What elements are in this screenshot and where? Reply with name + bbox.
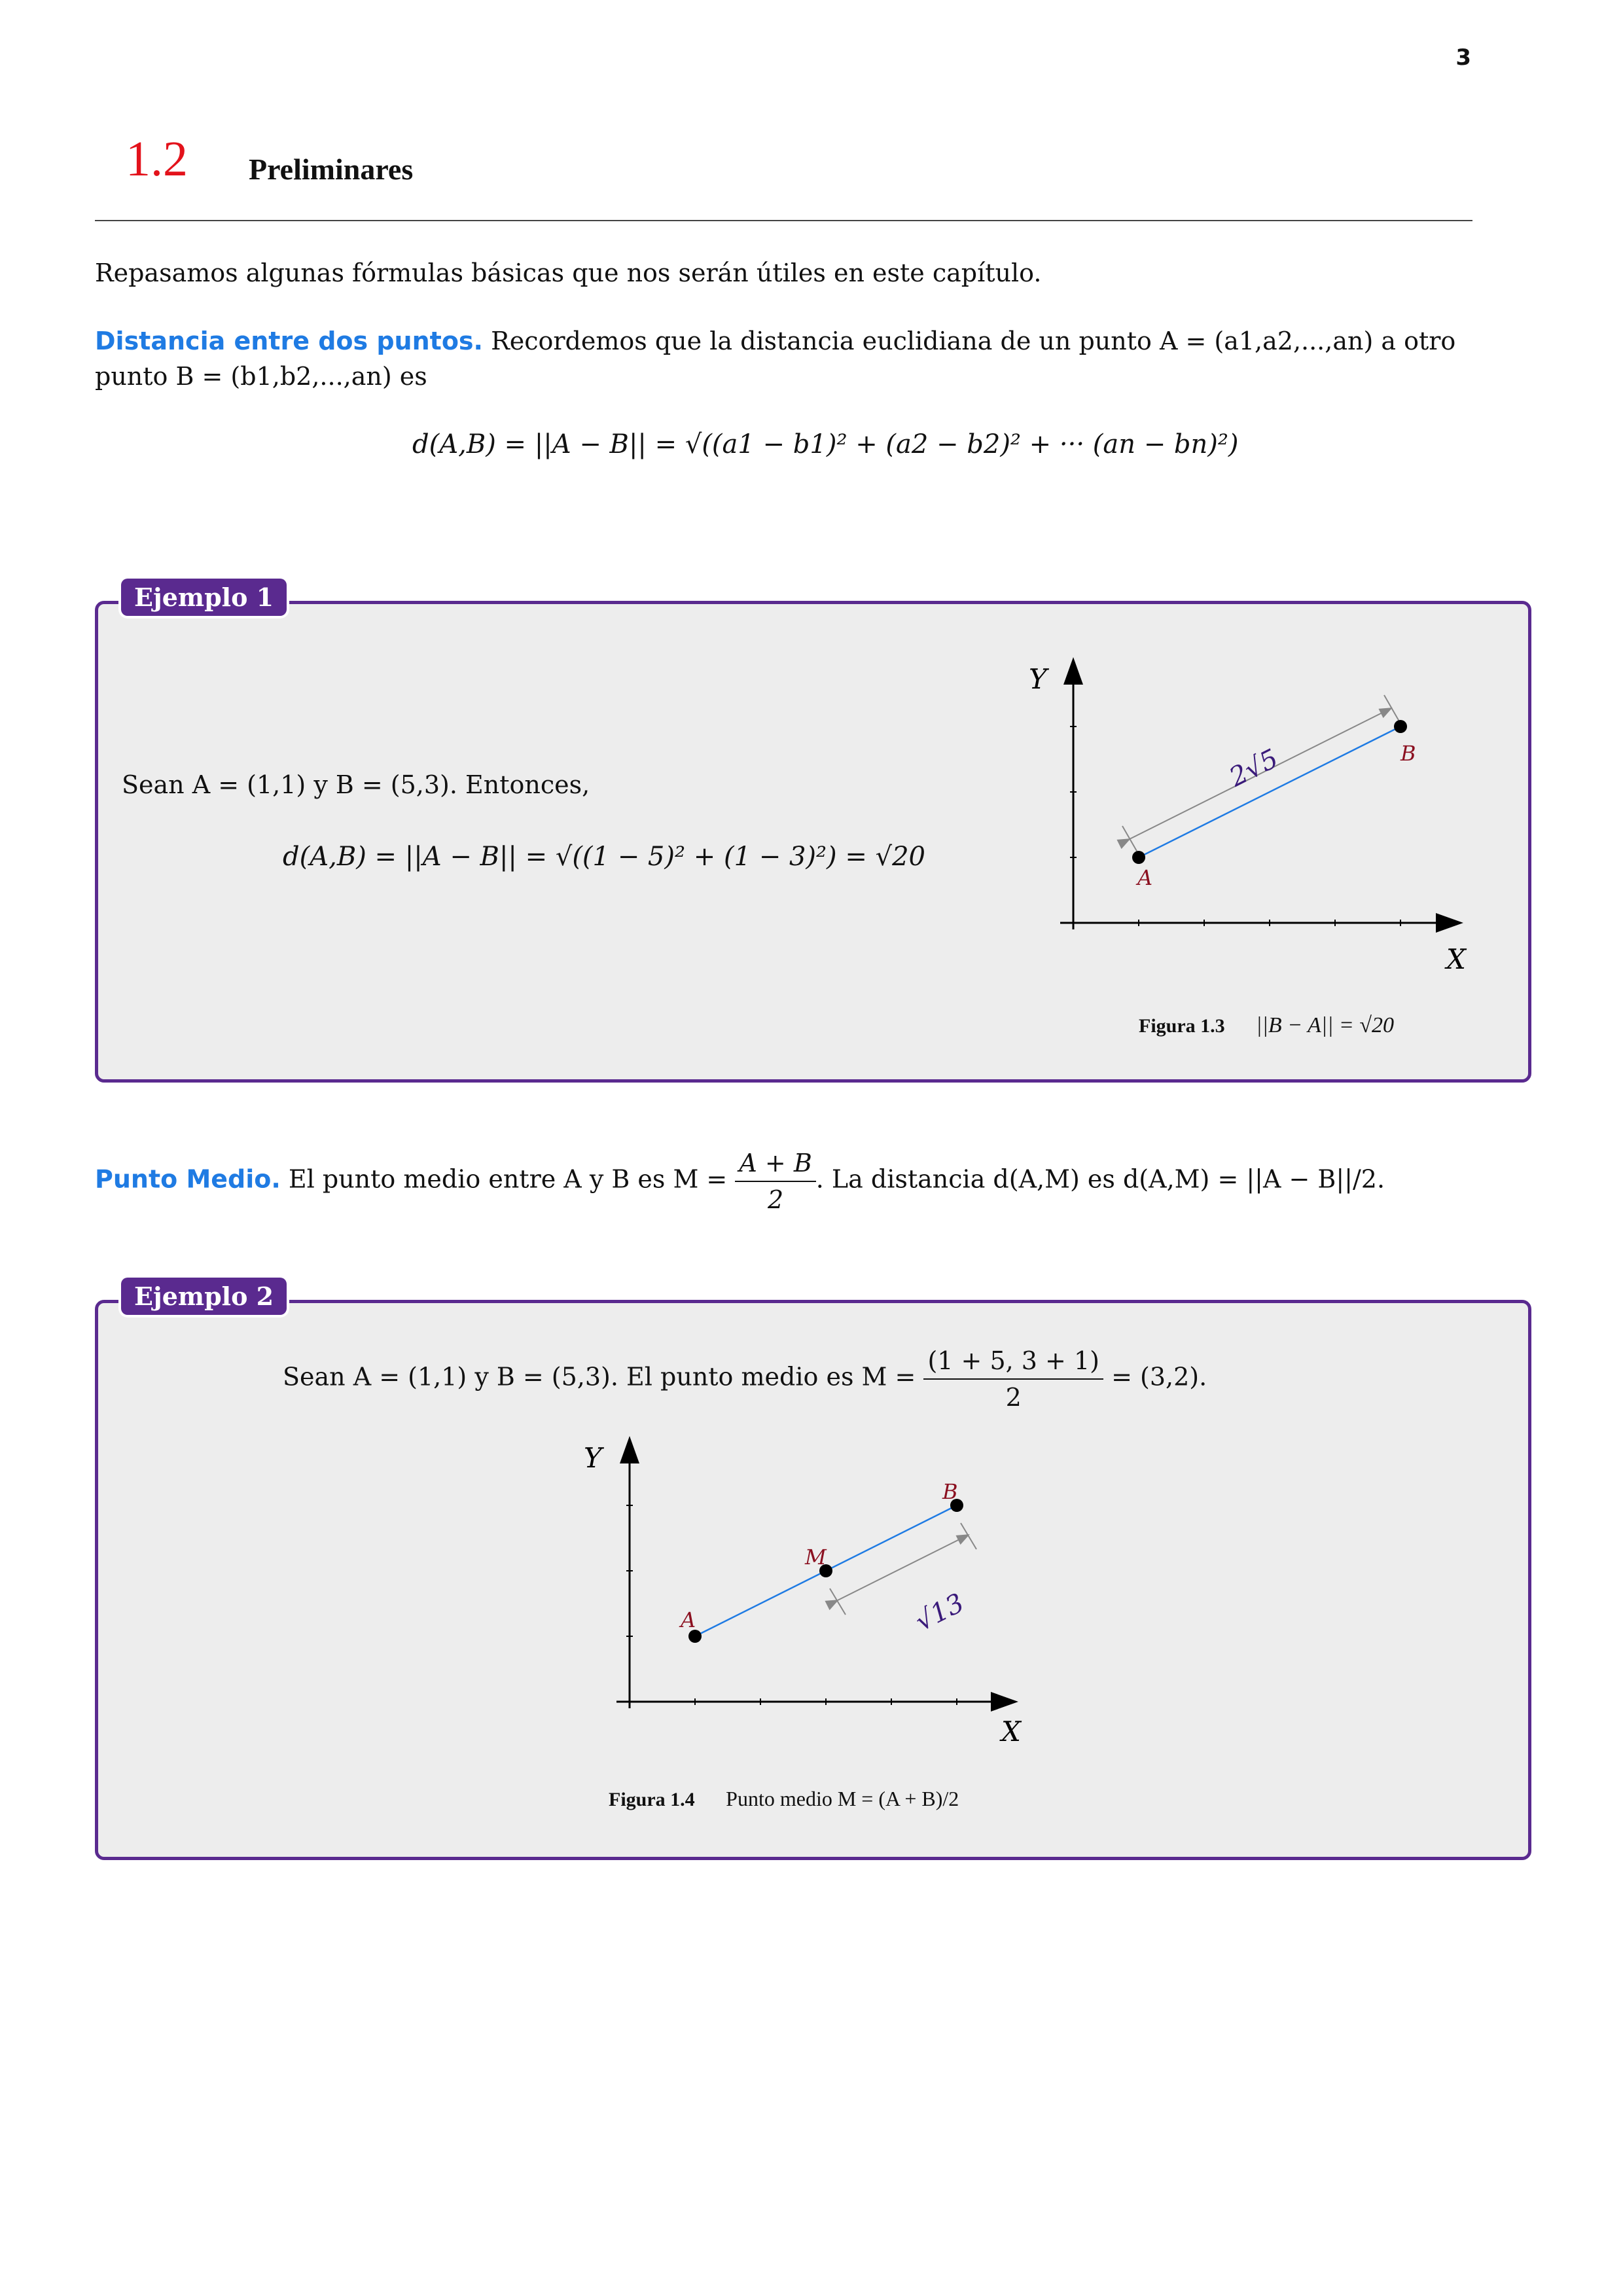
example-2-tab: Ejemplo 2: [121, 1278, 287, 1315]
figure-1-4-caption: [609, 1787, 959, 1811]
example-1-line-1: Sean A = (1,1) y B = (5,3). Entonces,: [122, 770, 590, 799]
axis-y-label: Y: [584, 1442, 602, 1474]
point-b-label: B: [942, 1479, 958, 1504]
example-1-line-2: d(A,B) = ||A − B|| = √((1 − 5)² + (1 − 3)²) = √20: [283, 842, 925, 872]
point-a-label: A: [1137, 865, 1153, 890]
midpoint-heading: Punto Medio.: [95, 1164, 281, 1194]
midpoint-paragraph: [95, 1145, 1385, 1217]
midpoint-fraction-numerator: A + B: [735, 1145, 815, 1182]
page-number: 3: [1455, 45, 1471, 71]
figure-1-4-text: Punto medio M = (A + B)/2: [726, 1787, 959, 1810]
point-b: [1394, 720, 1407, 733]
section-number: 1.2: [126, 132, 188, 187]
axis-x-label: X: [1001, 1715, 1021, 1748]
example-2-fraction-numerator: (1 + 5, 3 + 1): [923, 1343, 1103, 1380]
point-a: [1132, 851, 1145, 864]
figure-1-3-text: ||B − A|| = √20: [1256, 1013, 1395, 1037]
section-title: Preliminares: [249, 152, 414, 186]
midpoint-fraction: [735, 1145, 815, 1217]
figure-1-3-caption: [1139, 1013, 1394, 1038]
axis-y-label: Y: [1029, 663, 1047, 695]
intro-paragraph: Repasamos algunas fórmulas básicas que nos serán útiles en este capítulo.: [95, 259, 1042, 287]
example-2-fraction-denominator: 2: [1005, 1383, 1022, 1412]
point-m-label: M: [805, 1545, 827, 1570]
dimension-label: √13: [910, 1587, 969, 1638]
midpoint-text-before: El punto medio entre A y B es M =: [288, 1164, 728, 1194]
midpoint-fraction-denominator: 2: [767, 1185, 784, 1214]
example-2-text-after: = (3,2).: [1111, 1362, 1207, 1391]
distance-heading: Distancia entre dos puntos.: [95, 327, 483, 355]
example-2-text-before: Sean A = (1,1) y B = (5,3). El punto medio es M =: [283, 1362, 916, 1391]
dimension-label: 2√5: [1224, 743, 1283, 793]
distance-formula: d(A,B) = ||A − B|| = √((a1 − b1)² + (a2 − b2)² + ··· (an − bn)²): [412, 429, 1239, 459]
example-2-line: [283, 1343, 1207, 1415]
example-2-fraction: [923, 1343, 1103, 1415]
point-b-label: B: [1400, 741, 1416, 766]
point-a-label: A: [681, 1607, 696, 1632]
midpoint-text-after: . La distancia d(A,M) es d(A,M) = ||A − B||/2.: [815, 1164, 1385, 1194]
figure-1-3: [1029, 648, 1492, 975]
distance-paragraph: [95, 323, 1472, 394]
section-divider: [95, 220, 1472, 221]
example-1-tab: Ejemplo 1: [121, 579, 287, 616]
figure-1-4-number: Figura 1.4: [609, 1789, 695, 1810]
distance-text: Recordemos que la distancia euclidiana de un punto A = (a1,a2,...,an) a otro punto B = (b1,b2,...,an) es: [95, 327, 1456, 391]
figure-1-3-number: Figura 1.3: [1139, 1015, 1225, 1037]
axis-x-label: X: [1446, 943, 1466, 975]
figure-1-4: [584, 1427, 1047, 1748]
